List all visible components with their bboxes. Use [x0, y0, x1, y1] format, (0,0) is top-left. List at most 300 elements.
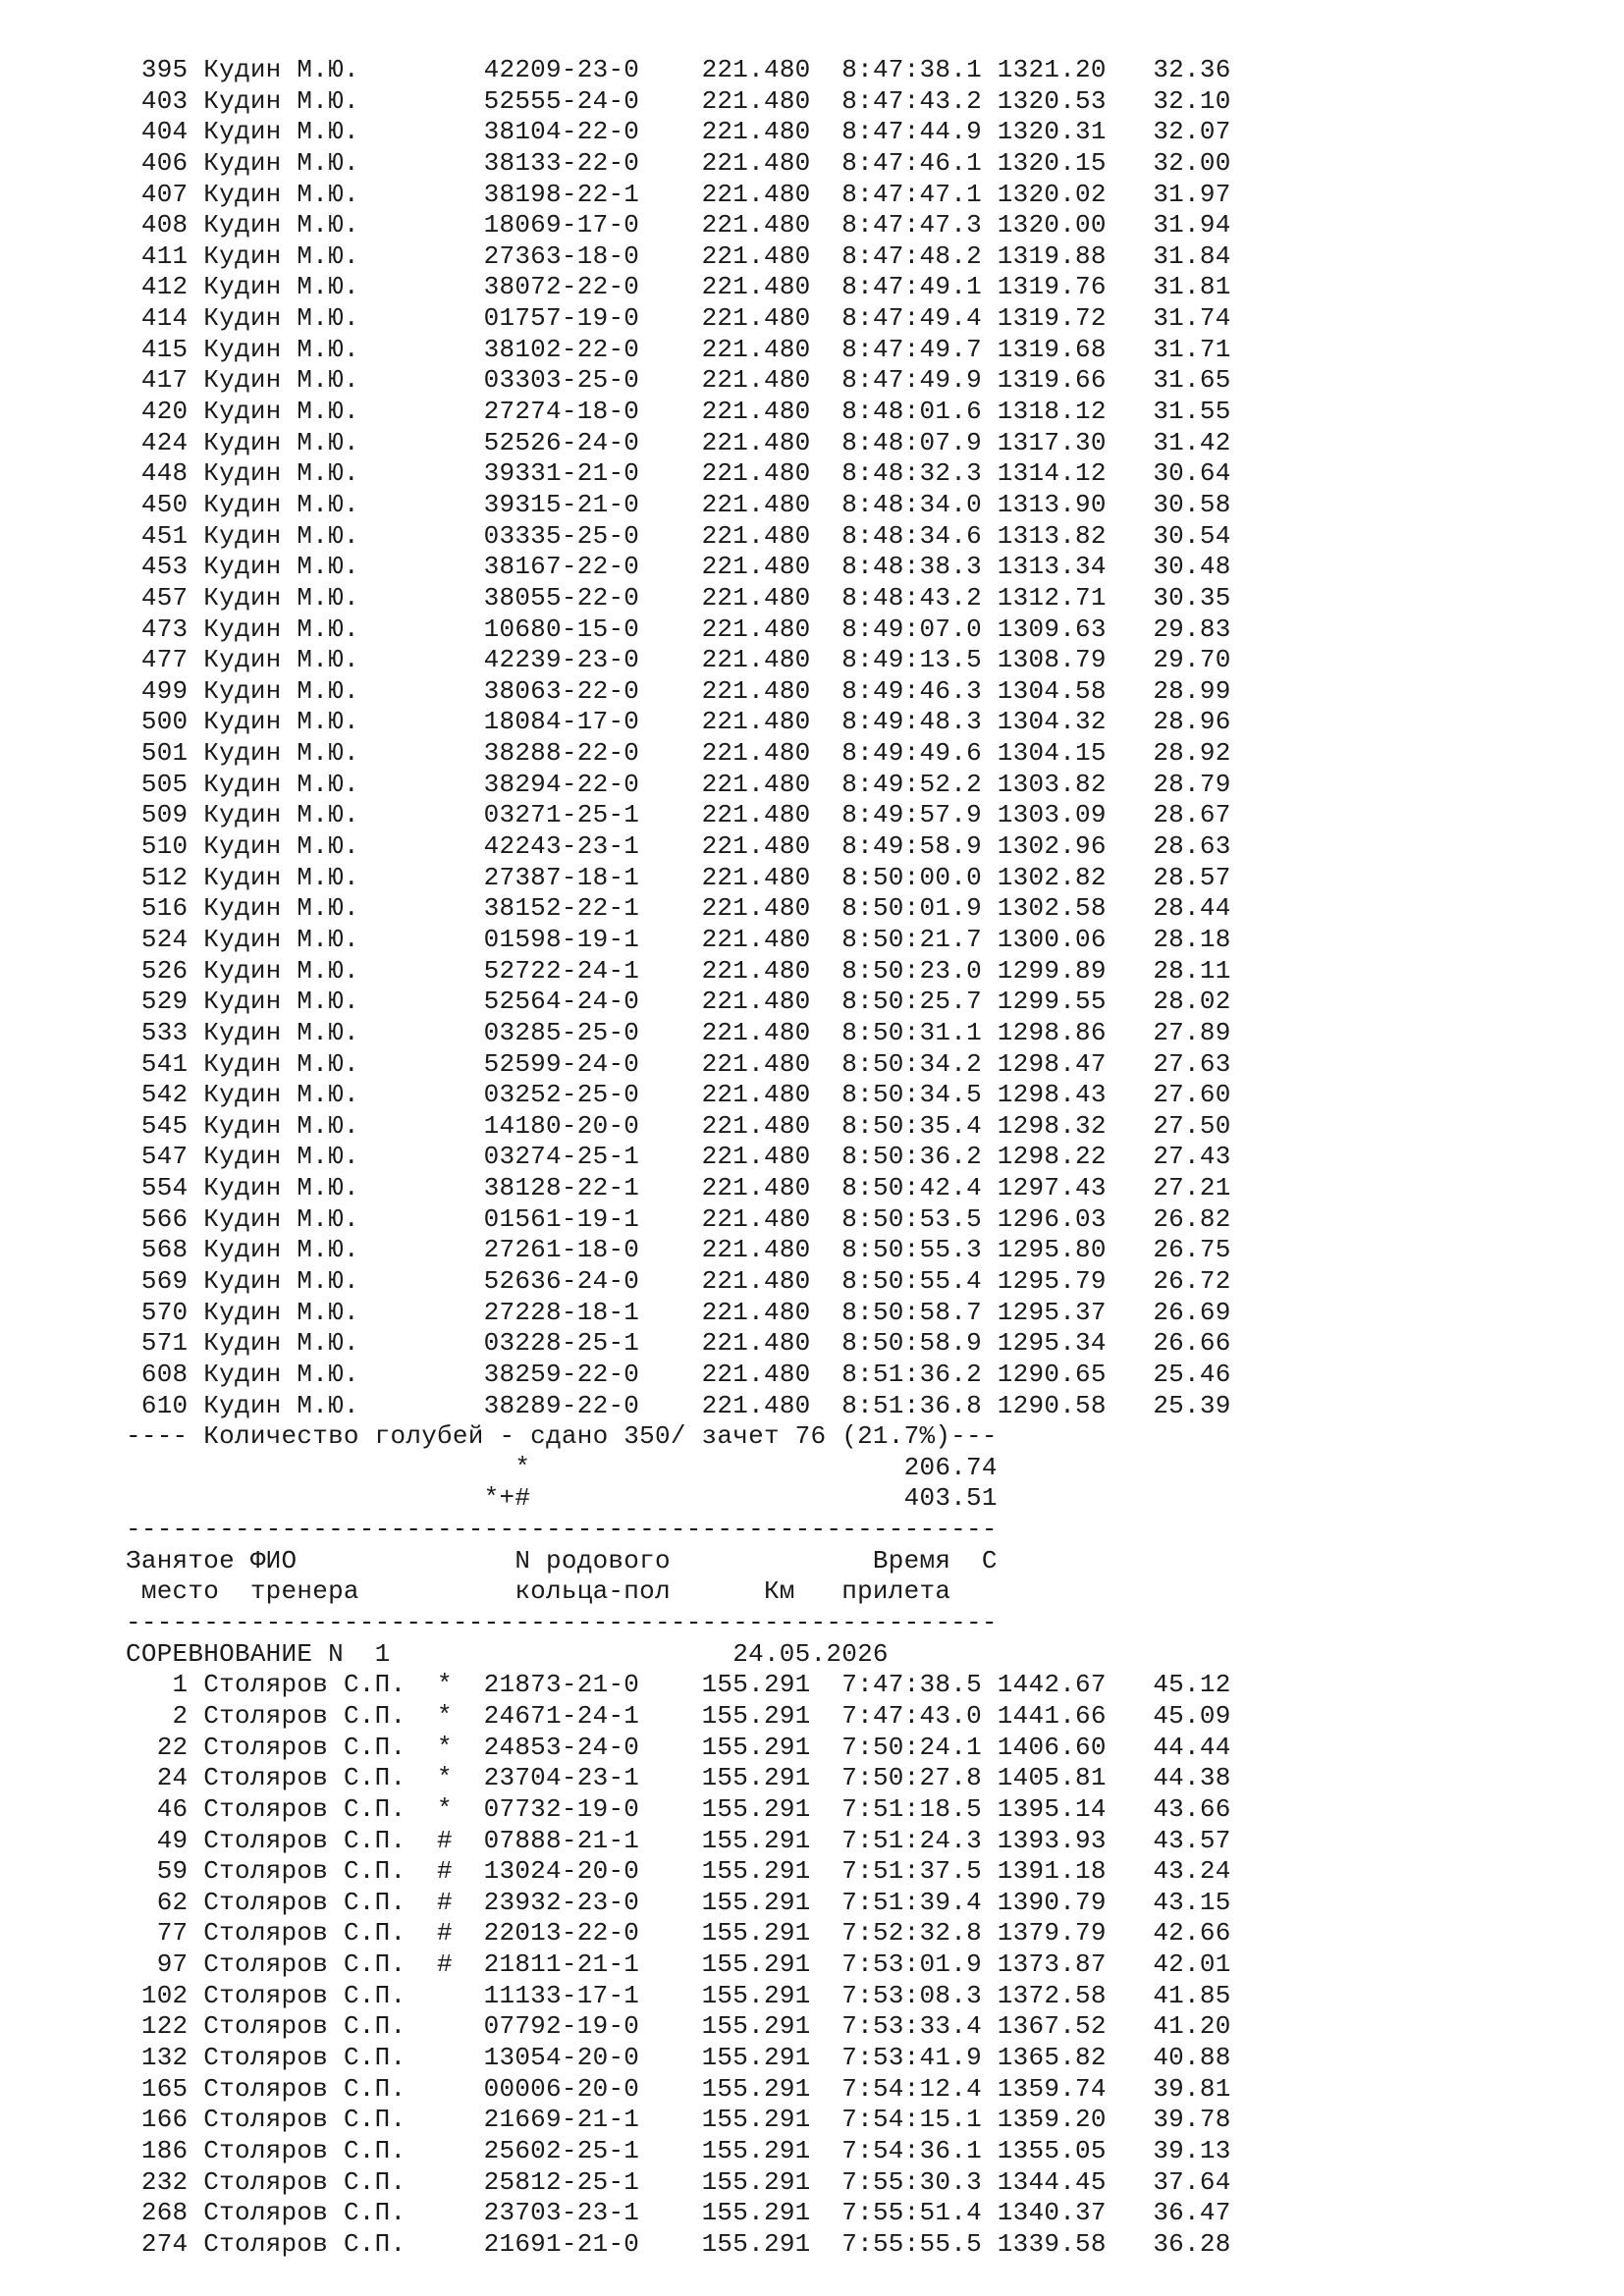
- arrival-time: 8:47:48.2: [810, 240, 982, 271]
- distance-km: 221.480: [639, 397, 811, 427]
- speed-value: 1365.82: [981, 2043, 1107, 2072]
- trainer-name: Кудин М.Ю.: [203, 987, 422, 1017]
- score-value: 26.72: [1106, 1265, 1231, 1296]
- result-row: [126, 1856, 1231, 1888]
- competition-title: СОРЕВНОВАНИЕ N 1 24.05.2026: [126, 1638, 889, 1669]
- place-cell: 524: [126, 924, 204, 954]
- distance-km: 221.480: [639, 1359, 811, 1389]
- result-row: [126, 1235, 1231, 1266]
- score-value: 27.60: [1106, 1080, 1231, 1110]
- score-value: 45.09: [1106, 1700, 1231, 1731]
- place-cell: 457: [126, 582, 204, 613]
- score-value: 31.42: [1106, 427, 1231, 457]
- mark-cell: [421, 1235, 468, 1264]
- speed-value: 1302.82: [981, 862, 1107, 892]
- distance-km: 221.480: [639, 85, 811, 116]
- place-cell: 450: [126, 489, 204, 519]
- distance-km: 155.291: [639, 1856, 811, 1887]
- result-row: [126, 1670, 1231, 1701]
- distance-km: 155.291: [639, 2228, 811, 2259]
- result-row: [126, 521, 1231, 553]
- trainer-name: Столяров С.П.: [203, 2011, 422, 2042]
- speed-value: 1300.06: [981, 924, 1107, 954]
- distance-km: 155.291: [639, 1918, 811, 1949]
- result-row: [126, 1204, 1231, 1236]
- trainer-name: Кудин М.Ю.: [203, 675, 422, 706]
- speed-value: 1340.37: [981, 2198, 1107, 2228]
- arrival-time: 7:53:08.3: [810, 1980, 982, 2010]
- ring-number: 27261-18-0: [467, 1235, 640, 1265]
- place-cell: 407: [126, 179, 204, 209]
- score-value: 28.18: [1106, 924, 1231, 954]
- distance-km: 221.480: [639, 831, 811, 862]
- result-row: [126, 1111, 1231, 1143]
- place-cell: 547: [126, 1142, 204, 1172]
- mark-cell: [421, 180, 468, 209]
- arrival-time: 8:49:57.9: [810, 800, 982, 830]
- arrival-time: 8:50:42.4: [810, 1173, 982, 1203]
- place-cell: 403: [126, 85, 204, 116]
- distance-km: 155.291: [639, 1949, 811, 1980]
- arrival-time: 7:50:27.8: [810, 1763, 982, 1793]
- trainer-name: Столяров С.П.: [203, 2043, 422, 2072]
- trainer-name: Столяров С.П.: [203, 1732, 422, 1762]
- mark-cell: [421, 210, 468, 240]
- ring-number: 03274-25-1: [467, 1142, 640, 1172]
- speed-value: 1391.18: [981, 1856, 1107, 1887]
- score-value: 28.92: [1106, 738, 1231, 769]
- mark-cell: [421, 800, 468, 829]
- score-value: 28.44: [1106, 893, 1231, 924]
- trainer-name: Кудин М.Ю.: [203, 55, 422, 84]
- arrival-time: 8:47:38.1: [810, 55, 982, 84]
- score-value: 30.54: [1106, 520, 1231, 551]
- score-value: 42.01: [1106, 1949, 1231, 1980]
- distance-km: 221.480: [639, 769, 811, 799]
- score-value: 28.02: [1106, 987, 1231, 1017]
- trainer-name: Кудин М.Ю.: [203, 769, 422, 799]
- result-row: [126, 893, 1231, 925]
- place-cell: 569: [126, 1265, 204, 1296]
- arrival-time: 8:49:13.5: [810, 645, 982, 675]
- score-value: 31.94: [1106, 210, 1231, 240]
- result-row: [126, 1142, 1231, 1173]
- speed-value: 1319.76: [981, 272, 1107, 302]
- trainer-name: Кудин М.Ю.: [203, 645, 422, 675]
- trainer-name: Кудин М.Ю.: [203, 1390, 422, 1420]
- mark-cell: [421, 645, 468, 674]
- score-value: 44.38: [1106, 1763, 1231, 1793]
- ring-number: 07732-19-0: [467, 1793, 640, 1824]
- ring-number: 01561-19-1: [467, 1203, 640, 1234]
- arrival-time: 8:47:44.9: [810, 117, 982, 147]
- speed-value: 1359.74: [981, 2073, 1107, 2104]
- distance-km: 221.480: [639, 1142, 811, 1172]
- result-row: [126, 552, 1231, 583]
- mark-cell: [421, 956, 468, 986]
- trainer-name: Кудин М.Ю.: [203, 397, 422, 427]
- mark-cell: [421, 1328, 468, 1358]
- ring-number: 03228-25-1: [467, 1328, 640, 1359]
- speed-value: 1320.31: [981, 117, 1107, 147]
- score-value: 32.07: [1106, 117, 1231, 147]
- result-row: [126, 1888, 1231, 1919]
- ring-number: 52599-24-0: [467, 1048, 640, 1079]
- ring-number: 38198-22-1: [467, 179, 640, 209]
- place-cell: 2: [126, 1700, 204, 1731]
- mark-cell: [421, 676, 468, 706]
- speed-value: 1313.90: [981, 489, 1107, 519]
- score-value: 32.36: [1106, 55, 1231, 84]
- trainer-name: Столяров С.П.: [203, 1887, 422, 1917]
- mark-cell: [421, 1266, 468, 1296]
- arrival-time: 8:49:48.3: [810, 707, 982, 737]
- speed-value: 1441.66: [981, 1700, 1107, 1731]
- arrival-time: 8:49:07.0: [810, 614, 982, 644]
- arrival-time: 8:49:58.9: [810, 831, 982, 862]
- totals-line: * 206.74: [126, 1452, 998, 1482]
- distance-km: 221.480: [639, 862, 811, 892]
- result-row: [126, 2229, 1231, 2261]
- place-cell: 510: [126, 831, 204, 862]
- summary-line: ---- Количество голубей - сдано 350/ зачет 76 (21.7%)---: [126, 1421, 998, 1452]
- ring-number: 27274-18-0: [467, 397, 640, 427]
- result-row: [126, 738, 1231, 770]
- arrival-time: 7:54:12.4: [810, 2073, 982, 2104]
- distance-km: 221.480: [639, 582, 811, 613]
- place-cell: 499: [126, 675, 204, 706]
- result-row: [126, 458, 1231, 490]
- speed-value: 1295.34: [981, 1328, 1107, 1359]
- mark-cell: #: [421, 1856, 468, 1887]
- ring-number: 42239-23-0: [467, 645, 640, 675]
- ring-number: 03252-25-0: [467, 1080, 640, 1110]
- trainer-name: Кудин М.Ю.: [203, 1265, 422, 1296]
- result-row: [126, 2136, 1231, 2167]
- ring-number: 38104-22-0: [467, 117, 640, 147]
- score-value: 27.21: [1106, 1173, 1231, 1203]
- arrival-time: 8:48:34.0: [810, 489, 982, 519]
- score-value: 32.00: [1106, 147, 1231, 178]
- arrival-time: 8:47:49.4: [810, 303, 982, 334]
- speed-value: 1302.96: [981, 831, 1107, 862]
- speed-value: 1367.52: [981, 2011, 1107, 2042]
- result-row: [126, 1018, 1231, 1049]
- mark-cell: [421, 521, 468, 551]
- trainer-name: Кудин М.Ю.: [203, 458, 422, 489]
- mark-cell: [421, 2167, 468, 2197]
- speed-value: 1319.68: [981, 334, 1107, 364]
- place-cell: 59: [126, 1856, 204, 1887]
- place-cell: 97: [126, 1949, 204, 1980]
- arrival-time: 8:47:43.2: [810, 85, 982, 116]
- distance-km: 221.480: [639, 1080, 811, 1110]
- ring-number: 10680-15-0: [467, 614, 640, 644]
- arrival-time: 8:47:47.1: [810, 179, 982, 209]
- ring-number: 11133-17-1: [467, 1980, 640, 2010]
- result-row: [126, 956, 1231, 988]
- distance-km: 221.480: [639, 738, 811, 769]
- trainer-name: Кудин М.Ю.: [203, 1203, 422, 1234]
- place-cell: 1: [126, 1670, 204, 1700]
- ring-number: 52526-24-0: [467, 427, 640, 457]
- speed-value: 1299.55: [981, 987, 1107, 1017]
- speed-value: 1290.65: [981, 1359, 1107, 1389]
- distance-km: 155.291: [639, 2166, 811, 2197]
- score-value: 41.85: [1106, 1980, 1231, 2010]
- arrival-time: 8:50:00.0: [810, 862, 982, 892]
- ring-number: 13024-20-0: [467, 1856, 640, 1887]
- distance-km: 221.480: [639, 1235, 811, 1265]
- ring-number: 07888-21-1: [467, 1825, 640, 1855]
- mark-cell: [421, 583, 468, 613]
- arrival-time: 8:51:36.8: [810, 1390, 982, 1420]
- ring-number: 24671-24-1: [467, 1700, 640, 1731]
- mark-cell: [421, 738, 468, 768]
- result-row: [126, 2074, 1231, 2106]
- mark-cell: [421, 86, 468, 116]
- place-cell: 542: [126, 1080, 204, 1110]
- trainer-name: Кудин М.Ю.: [203, 365, 422, 396]
- score-value: 28.96: [1106, 707, 1231, 737]
- speed-value: 1320.15: [981, 147, 1107, 178]
- trainer-name: Столяров С.П.: [203, 2105, 422, 2135]
- arrival-time: 8:47:49.9: [810, 365, 982, 396]
- trainer-name: Столяров С.П.: [203, 1980, 422, 2010]
- speed-value: 1405.81: [981, 1763, 1107, 1793]
- result-row: [126, 1391, 1231, 1422]
- speed-value: 1339.58: [981, 2228, 1107, 2259]
- score-value: 31.84: [1106, 240, 1231, 271]
- mark-cell: [421, 365, 468, 395]
- place-cell: 568: [126, 1235, 204, 1265]
- trainer-name: Кудин М.Ю.: [203, 85, 422, 116]
- trainer-name: Кудин М.Ю.: [203, 210, 422, 240]
- trainer-name: Столяров С.П.: [203, 2135, 422, 2165]
- result-row: [126, 86, 1231, 118]
- score-value: 43.24: [1106, 1856, 1231, 1887]
- speed-value: 1295.80: [981, 1235, 1107, 1265]
- ring-number: 18069-17-0: [467, 210, 640, 240]
- place-cell: 448: [126, 458, 204, 489]
- place-cell: 451: [126, 520, 204, 551]
- speed-value: 1379.79: [981, 1918, 1107, 1949]
- score-value: 28.63: [1106, 831, 1231, 862]
- arrival-time: 7:54:36.1: [810, 2135, 982, 2165]
- place-cell: 420: [126, 397, 204, 427]
- place-cell: 529: [126, 987, 204, 1017]
- speed-value: 1295.79: [981, 1265, 1107, 1296]
- arrival-time: 8:50:53.5: [810, 1203, 982, 1234]
- ring-number: 22013-22-0: [467, 1918, 640, 1949]
- arrival-time: 8:48:32.3: [810, 458, 982, 489]
- speed-value: 1359.20: [981, 2105, 1107, 2135]
- trainer-name: Кудин М.Ю.: [203, 1110, 422, 1141]
- result-row: [126, 1328, 1231, 1360]
- distance-km: 221.480: [639, 365, 811, 396]
- result-row: [126, 1298, 1231, 1329]
- ring-number: 01757-19-0: [467, 303, 640, 334]
- speed-value: 1304.32: [981, 707, 1107, 737]
- mark-cell: [421, 397, 468, 426]
- result-row: [126, 2167, 1231, 2199]
- arrival-time: 8:50:23.0: [810, 955, 982, 986]
- speed-value: 1406.60: [981, 1732, 1107, 1762]
- place-cell: 415: [126, 334, 204, 364]
- trainer-name: Столяров С.П.: [203, 1856, 422, 1887]
- mark-cell: [421, 55, 468, 84]
- distance-km: 155.291: [639, 1825, 811, 1855]
- result-row: [126, 117, 1231, 148]
- ring-number: 25812-25-1: [467, 2166, 640, 2197]
- result-row: [126, 2198, 1231, 2229]
- mark-cell: #: [421, 1949, 468, 1980]
- result-row: [126, 1918, 1231, 1949]
- score-value: 43.15: [1106, 1887, 1231, 1917]
- result-row: [126, 2105, 1231, 2136]
- score-value: 26.66: [1106, 1328, 1231, 1359]
- trainer-name: Кудин М.Ю.: [203, 272, 422, 302]
- trainer-name: Столяров С.П.: [203, 1918, 422, 1949]
- mark-cell: *: [421, 1700, 468, 1731]
- score-value: 43.57: [1106, 1825, 1231, 1855]
- mark-cell: #: [421, 1918, 468, 1949]
- arrival-time: 8:47:46.1: [810, 147, 982, 178]
- arrival-time: 7:47:38.5: [810, 1670, 982, 1700]
- mark-cell: [421, 1391, 468, 1420]
- place-cell: 24: [126, 1763, 204, 1793]
- arrival-time: 7:55:51.4: [810, 2198, 982, 2228]
- trainer-name: Кудин М.Ю.: [203, 831, 422, 862]
- mark-cell: [421, 428, 468, 457]
- mark-cell: [421, 2105, 468, 2134]
- score-value: 31.81: [1106, 272, 1231, 302]
- distance-km: 155.291: [639, 1980, 811, 2010]
- column-header: Занятое ФИО N родового Время С: [126, 1545, 998, 1575]
- place-cell: 395: [126, 55, 204, 84]
- speed-value: 1373.87: [981, 1949, 1107, 1980]
- distance-km: 221.480: [639, 303, 811, 334]
- distance-km: 221.480: [639, 1110, 811, 1141]
- distance-km: 155.291: [639, 1763, 811, 1793]
- result-row: [126, 2011, 1231, 2043]
- mark-cell: [421, 1018, 468, 1047]
- arrival-time: 8:48:01.6: [810, 397, 982, 427]
- mark-cell: [421, 925, 468, 954]
- speed-value: 1303.09: [981, 800, 1107, 830]
- arrival-time: 7:51:24.3: [810, 1825, 982, 1855]
- ring-number: 42209-23-0: [467, 55, 640, 84]
- mark-cell: [421, 2074, 468, 2104]
- speed-value: 1393.93: [981, 1825, 1107, 1855]
- ring-number: 24853-24-0: [467, 1732, 640, 1762]
- trainer-name: Столяров С.П.: [203, 1793, 422, 1824]
- result-row: [126, 2043, 1231, 2074]
- arrival-time: 7:51:37.5: [810, 1856, 982, 1887]
- ring-number: 38102-22-0: [467, 334, 640, 364]
- mark-cell: [421, 241, 468, 271]
- result-row: [126, 800, 1231, 831]
- ring-number: 52636-24-0: [467, 1265, 640, 1296]
- score-value: 28.57: [1106, 862, 1231, 892]
- distance-km: 221.480: [639, 893, 811, 924]
- result-row: [126, 1733, 1231, 1764]
- arrival-time: 8:48:43.2: [810, 582, 982, 613]
- mark-cell: [421, 1142, 468, 1171]
- place-cell: 274: [126, 2228, 204, 2259]
- mark-cell: #: [421, 1887, 468, 1917]
- mark-cell: [421, 770, 468, 799]
- mark-cell: [421, 1049, 468, 1079]
- arrival-time: 7:52:32.8: [810, 1918, 982, 1949]
- speed-value: 1317.30: [981, 427, 1107, 457]
- mark-cell: [421, 117, 468, 146]
- score-value: 27.43: [1106, 1142, 1231, 1172]
- ring-number: 42243-23-1: [467, 831, 640, 862]
- mark-cell: [421, 2198, 468, 2227]
- score-value: 28.79: [1106, 769, 1231, 799]
- score-value: 26.82: [1106, 1203, 1231, 1234]
- speed-value: 1298.32: [981, 1110, 1107, 1141]
- distance-km: 221.480: [639, 1048, 811, 1079]
- speed-value: 1298.22: [981, 1142, 1107, 1172]
- score-value: 26.69: [1106, 1297, 1231, 1327]
- result-row: [126, 55, 1231, 86]
- trainer-name: Кудин М.Ю.: [203, 738, 422, 769]
- score-value: 36.47: [1106, 2198, 1231, 2228]
- column-header: место тренера кольца-пол Км прилета: [126, 1576, 998, 1607]
- place-cell: 526: [126, 955, 204, 986]
- mark-cell: [421, 987, 468, 1016]
- score-value: 31.65: [1106, 365, 1231, 396]
- result-row: [126, 303, 1231, 335]
- place-cell: 554: [126, 1173, 204, 1203]
- mark-cell: *: [421, 1793, 468, 1824]
- arrival-time: 8:48:38.3: [810, 552, 982, 582]
- result-row: [126, 1049, 1231, 1081]
- speed-value: 1319.88: [981, 240, 1107, 271]
- score-value: 30.48: [1106, 552, 1231, 582]
- distance-km: 221.480: [639, 1328, 811, 1359]
- score-value: 25.39: [1106, 1390, 1231, 1420]
- ring-number: 38128-22-1: [467, 1173, 640, 1203]
- trainer-name: Кудин М.Ю.: [203, 1328, 422, 1359]
- place-cell: 566: [126, 1203, 204, 1234]
- results-report: [126, 55, 1231, 2260]
- distance-km: 221.480: [639, 800, 811, 830]
- trainer-name: Кудин М.Ю.: [203, 303, 422, 334]
- mark-cell: [421, 1981, 468, 2010]
- score-value: 31.71: [1106, 334, 1231, 364]
- distance-km: 155.291: [639, 1700, 811, 1731]
- speed-value: 1302.58: [981, 893, 1107, 924]
- mark-cell: [421, 614, 468, 644]
- place-cell: 268: [126, 2198, 204, 2228]
- trainer-name: Кудин М.Ю.: [203, 1235, 422, 1265]
- ring-number: 18084-17-0: [467, 707, 640, 737]
- trainer-name: Столяров С.П.: [203, 1670, 422, 1700]
- score-value: 36.28: [1106, 2228, 1231, 2259]
- speed-value: 1312.71: [981, 582, 1107, 613]
- arrival-time: 7:47:43.0: [810, 1700, 982, 1731]
- place-cell: 541: [126, 1048, 204, 1079]
- trainer-name: Кудин М.Ю.: [203, 334, 422, 364]
- speed-value: 1290.58: [981, 1390, 1107, 1420]
- speed-value: 1320.00: [981, 210, 1107, 240]
- trainer-name: Кудин М.Ю.: [203, 582, 422, 613]
- distance-km: 221.480: [639, 458, 811, 489]
- ring-number: 38167-22-0: [467, 552, 640, 582]
